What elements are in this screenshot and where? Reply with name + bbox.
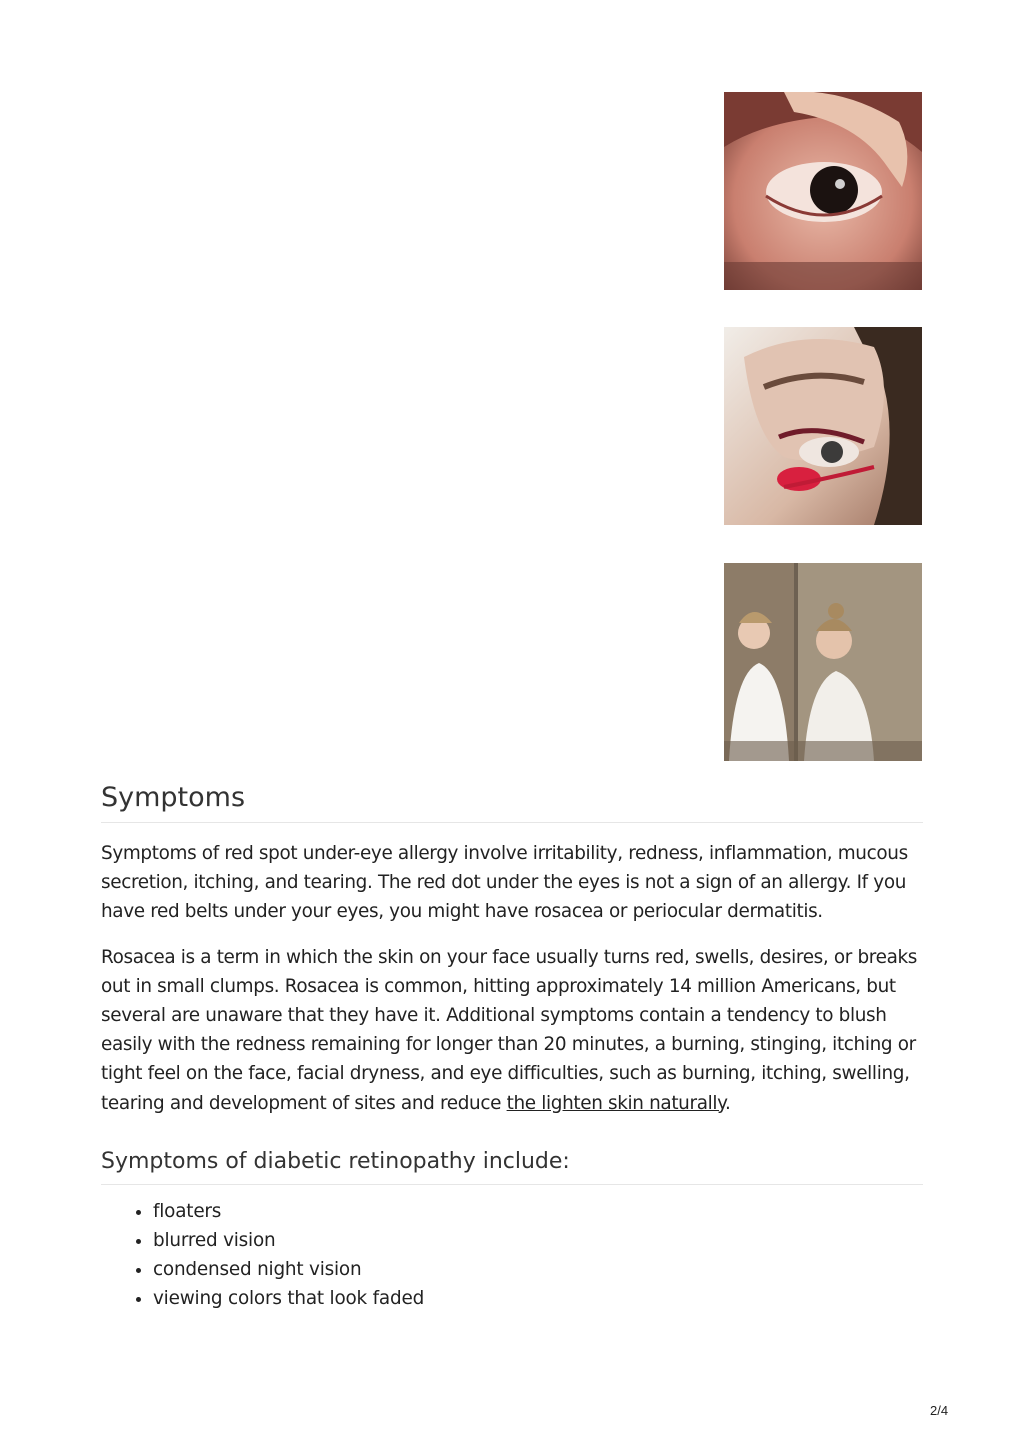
list-item: • viewing colors that look faded [153, 1284, 923, 1313]
mirror-reflection-image [724, 563, 922, 761]
paragraph-2-text: Rosacea is a term in which the skin on your face usually turns red, swells, desires, or breaks out in small clumps. Rosacea is common, hitting approximately 14 million Americans, but several are unaware that they have it. Additional symptoms contain a tendency to blush easily with the redness remaining for longer than 20 minutes, a burning, stinging, itching or tight feel on the face, facial dryness, and eye difficulties, such as burning, itching, swelling, tearing and development of sites and reduce [101, 946, 918, 1114]
subsection-title: Symptoms of diabetic retinopathy include: [101, 1146, 923, 1185]
list-item: • condensed night vision [153, 1255, 923, 1284]
article-content [101, 780, 923, 1314]
eye-makeup-image [724, 327, 922, 525]
eye-closeup-image [724, 92, 922, 290]
symptoms-paragraph-2 [101, 943, 923, 1118]
symptoms-paragraph-1: Symptoms of red spot under-eye allergy involve irritability, redness, inflammation, mucous secretion, itching, and tearing. The red dot under the eyes is not a sign of an allergy. If you have red belts under your eyes, you might have rosacea or periocular dermatitis. [101, 843, 908, 923]
list-item: • floaters [153, 1197, 923, 1226]
lighten-skin-link[interactable]: the lighten skin naturally [506, 1092, 726, 1114]
section-title: Symptoms [101, 780, 923, 823]
page-number: 2/4 [930, 1403, 949, 1418]
retinopathy-symptom-list [101, 1197, 923, 1314]
paragraph-2-end: . [725, 1092, 731, 1114]
list-item: • blurred vision [153, 1226, 923, 1255]
